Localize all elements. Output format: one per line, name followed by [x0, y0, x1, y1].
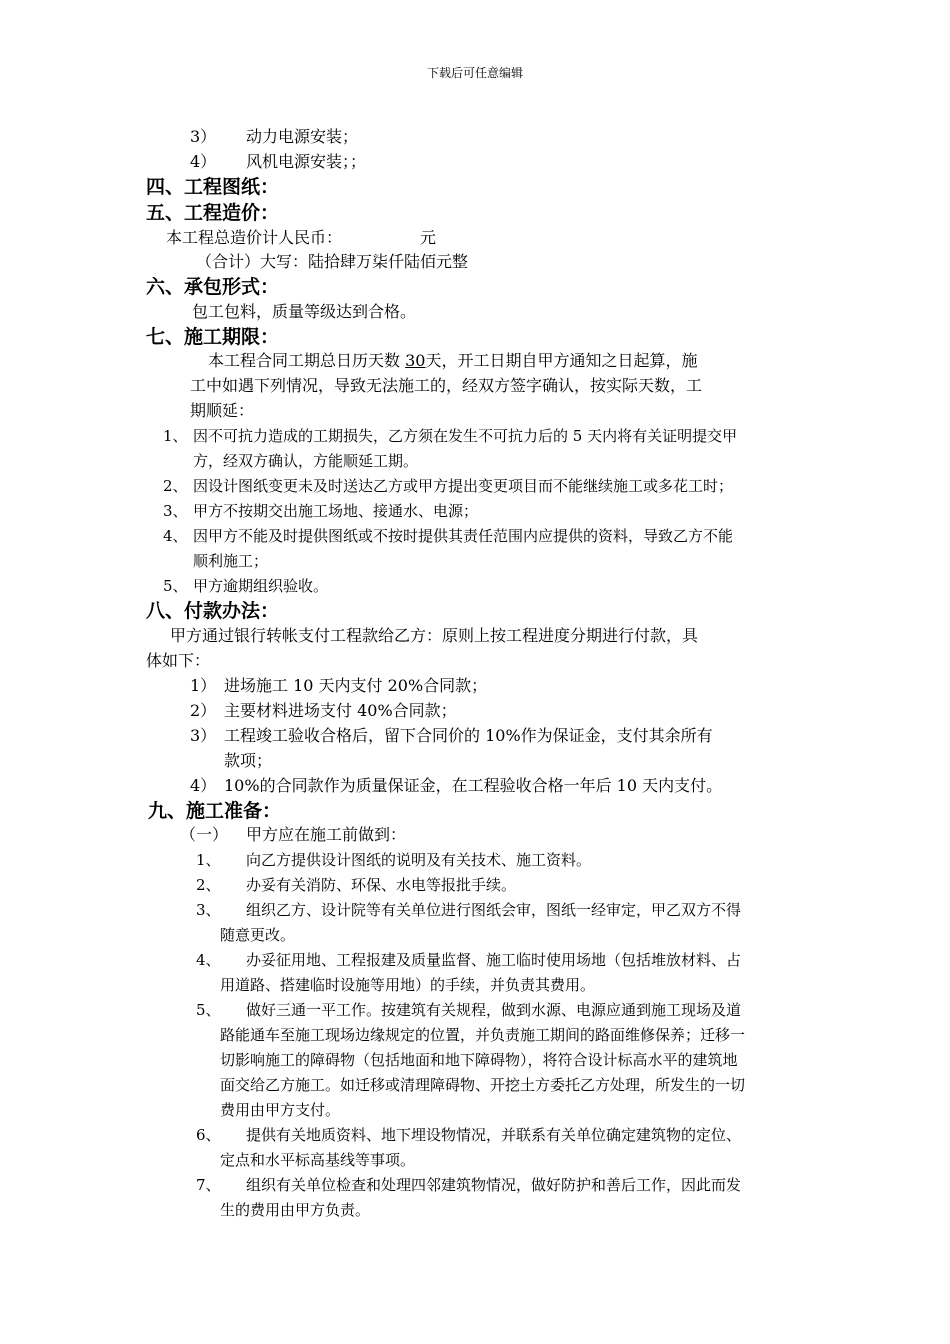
list-item-text: 进场施工 10 天内支付 20%合同款；: [224, 676, 488, 695]
list-item-number: 3）: [190, 127, 217, 146]
list-item-text: 费用由甲方支付。: [220, 1101, 341, 1119]
list-item-text: 组织乙方、设计院等有关单位进行图纸会审，图纸一经审定，甲乙双方不得: [246, 901, 742, 919]
list-item-number: 5、: [196, 1001, 221, 1019]
section-heading-duration: 七、施工期限：: [146, 326, 280, 348]
duration-paragraph-line: 期顺延：: [190, 401, 255, 420]
list-item-text: 10%的合同款作为质量保证金，在工程验收合格一年后 10 天内支付。: [224, 776, 723, 795]
list-item-text: 因不可抗力造成的工期损失，乙方须在发生不可抗力后的 5 天内将有关证明提交甲: [193, 427, 738, 445]
list-item-text: 切影响施工的障碍物（包括地面和地下障碍物），将符合设计标高水平的建筑地: [220, 1051, 738, 1069]
list-item-number: 1、: [196, 851, 221, 869]
section-heading-contract-form: 六、承包形式：: [146, 276, 280, 298]
list-item-number: 2、: [163, 477, 188, 495]
list-item-text: 因甲方不能及时提供图纸或不按时提供其责任范围内应提供的资料，导致乙方不能: [193, 527, 734, 545]
list-item-number: 2）: [190, 701, 217, 720]
sub-section-number: （一）: [180, 825, 229, 844]
list-item-text: 工程竣工验收合格后，留下合同价的 10%作为保证金，支付其余所有: [224, 726, 713, 745]
list-item-text: 款项；: [224, 751, 273, 770]
list-item-number: 4、: [163, 527, 188, 545]
list-item-number: 6、: [196, 1126, 221, 1144]
list-item-text: 甲方不按期交出施工场地、接通水、电源；: [193, 502, 479, 520]
currency-unit: 元: [420, 228, 437, 247]
total-cost-label: 本工程总造价计人民币：: [166, 228, 343, 247]
list-item-number: 2、: [196, 876, 221, 894]
list-item-number: 4、: [196, 951, 221, 969]
payment-paragraph-line: 体如下：: [146, 651, 211, 670]
list-item-text: 主要材料进场支付 40%合同款；: [224, 701, 457, 720]
list-item-text: 随意更改。: [220, 926, 296, 944]
page-header: 下载后可任意编辑: [426, 66, 523, 80]
list-item-number: 3、: [163, 502, 188, 520]
contract-form-text: 包工包料，质量等级达到合格。: [192, 302, 417, 321]
section-heading-preparation: 九、施工准备：: [148, 800, 282, 822]
list-item-text: 顺利施工；: [193, 552, 269, 570]
list-item-number: 3）: [190, 726, 217, 745]
list-item-number: 1、: [163, 427, 188, 445]
list-item-number: 7、: [196, 1176, 221, 1194]
payment-paragraph-line: 甲方通过银行转帐支付工程款给乙方：原则上按工程进度分期进行付款，具: [170, 626, 699, 645]
list-item-text: 做好三通一平工作。按建筑有关规程，做到水源、电源应通到施工现场及道: [246, 1001, 742, 1019]
section-heading-drawings: 四、工程图纸：: [146, 176, 280, 198]
list-item-number: 4）: [190, 776, 217, 795]
list-item-text: 面交给乙方施工。如迁移或清理障碍物、开挖土方委托乙方处理，所发生的一切: [220, 1076, 746, 1094]
list-item-text: 风机电源安装；；: [246, 152, 367, 171]
list-item-text: 用道路、搭建临时设施等用地）的手续，并负责其费用。: [220, 976, 596, 994]
list-item-text: 路能通车至施工现场边缘规定的位置，并负责施工期间的路面维修保养；迁移一: [220, 1026, 746, 1044]
list-item-number: 1）: [190, 676, 217, 695]
list-item-text: 办妥有关消防、环保、水电等报批手续。: [246, 876, 517, 894]
duration-paragraph-line: 工中如遇下列情况，导致无法施工的，经双方签字确认，按实际天数，工: [190, 376, 703, 395]
list-item-text: 动力电源安装；: [246, 127, 359, 146]
duration-days: 30: [405, 351, 426, 370]
list-item-text: 向乙方提供设计图纸的说明及有关技术、施工资料。: [246, 851, 592, 869]
section-heading-cost: 五、工程造价：: [146, 202, 280, 224]
list-item-text: 提供有关地质资料、地下埋设物情况，并联系有关单位确定建筑物的定位、: [246, 1126, 742, 1144]
list-item-text: 办妥征用地、工程报建及质量监督、施工临时使用场地（包括堆放材料、占: [246, 951, 742, 969]
section-heading-payment: 八、付款办法：: [146, 600, 280, 622]
list-item-number: 4）: [190, 152, 217, 171]
list-item-text: 因设计图纸变更未及时送达乙方或甲方提出变更项目而不能继续施工或多花工时；: [193, 477, 734, 495]
list-item-text: 生的费用由甲方负责。: [220, 1201, 371, 1219]
list-item-number: 5、: [163, 577, 188, 595]
sub-section-title: 甲方应在施工前做到：: [246, 825, 407, 844]
list-item-text: 甲方逾期组织验收。: [193, 577, 329, 595]
duration-paragraph-line: 本工程合同工期总日历天数 30天，开工日期自甲方通知之日起算，施: [208, 351, 698, 370]
list-item-text: 定点和水平标高基线等事项。: [220, 1151, 416, 1169]
list-item-text: 方，经双方确认，方能顺延工期。: [193, 452, 419, 470]
cost-in-words: （合计）大写：陆拾肆万柒仟陆佰元整: [196, 252, 469, 271]
list-item-text: 组织有关单位检查和处理四邻建筑物情况，做好防护和善后工作，因此而发: [246, 1176, 742, 1194]
list-item-number: 3、: [196, 901, 221, 919]
